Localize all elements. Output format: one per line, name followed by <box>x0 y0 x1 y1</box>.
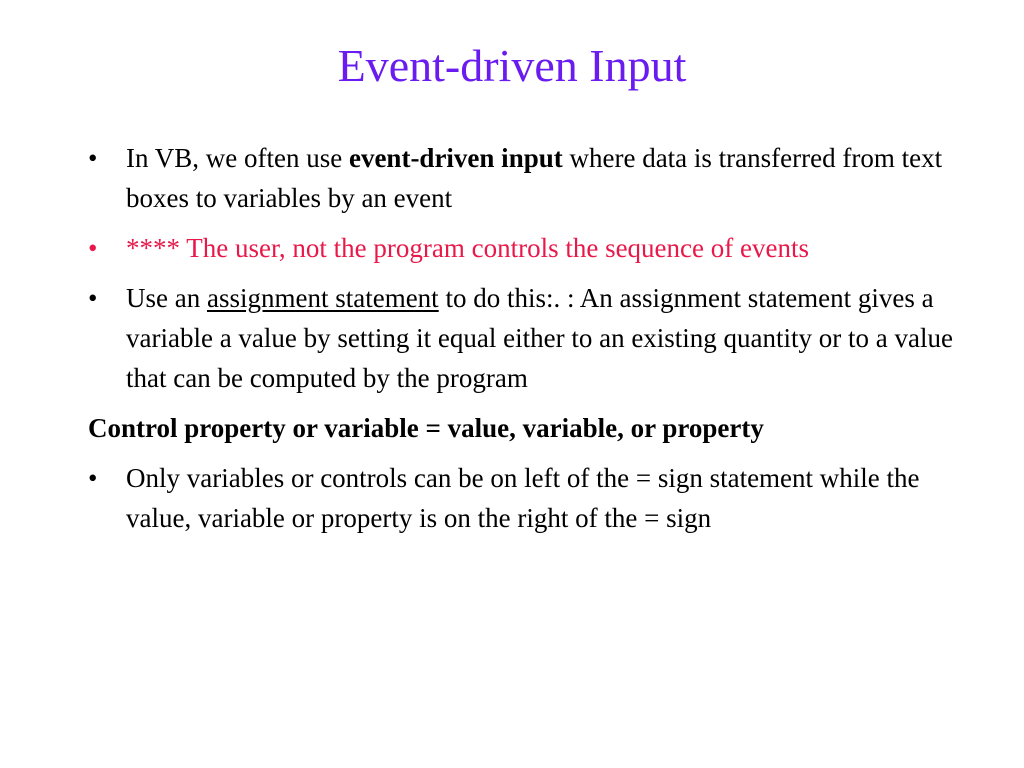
bullet-text-part: to do this:. : An assignment statement gives a variable a value by setting it equal either to an existing quantity or to a value that can be computed by the program <box>126 283 953 393</box>
bullet-icon: • <box>88 143 98 173</box>
bullet-text-part: In VB, we often use <box>126 143 349 173</box>
bullet-item-assignment <box>88 278 988 398</box>
bullet-icon: • <box>88 233 98 263</box>
bullet-icon: • <box>88 463 98 493</box>
bullet-text: **** The user, not the program controls the sequence of events <box>126 233 809 263</box>
bold-term: event-driven input <box>348 143 563 173</box>
syntax-line: Control property or variable = value, variable, or property <box>88 413 764 443</box>
bullet-item-event-driven <box>88 138 988 218</box>
bullet-item-left-side <box>88 458 988 538</box>
bullet-icon: • <box>88 283 98 313</box>
bullet-text: Only variables or controls can be on left of the = sign statement while the value, variable or property is on the right of the = sign <box>126 463 920 533</box>
bullet-item-user-controls <box>88 228 988 268</box>
underlined-term: assignment statement <box>206 283 439 313</box>
bullet-text-part: Use an <box>126 283 207 313</box>
bullet-text-part: where data is transferred from text boxes to variables by an event <box>126 143 943 213</box>
slide-body <box>88 138 988 548</box>
slide-title: Event-driven Input <box>337 40 687 91</box>
